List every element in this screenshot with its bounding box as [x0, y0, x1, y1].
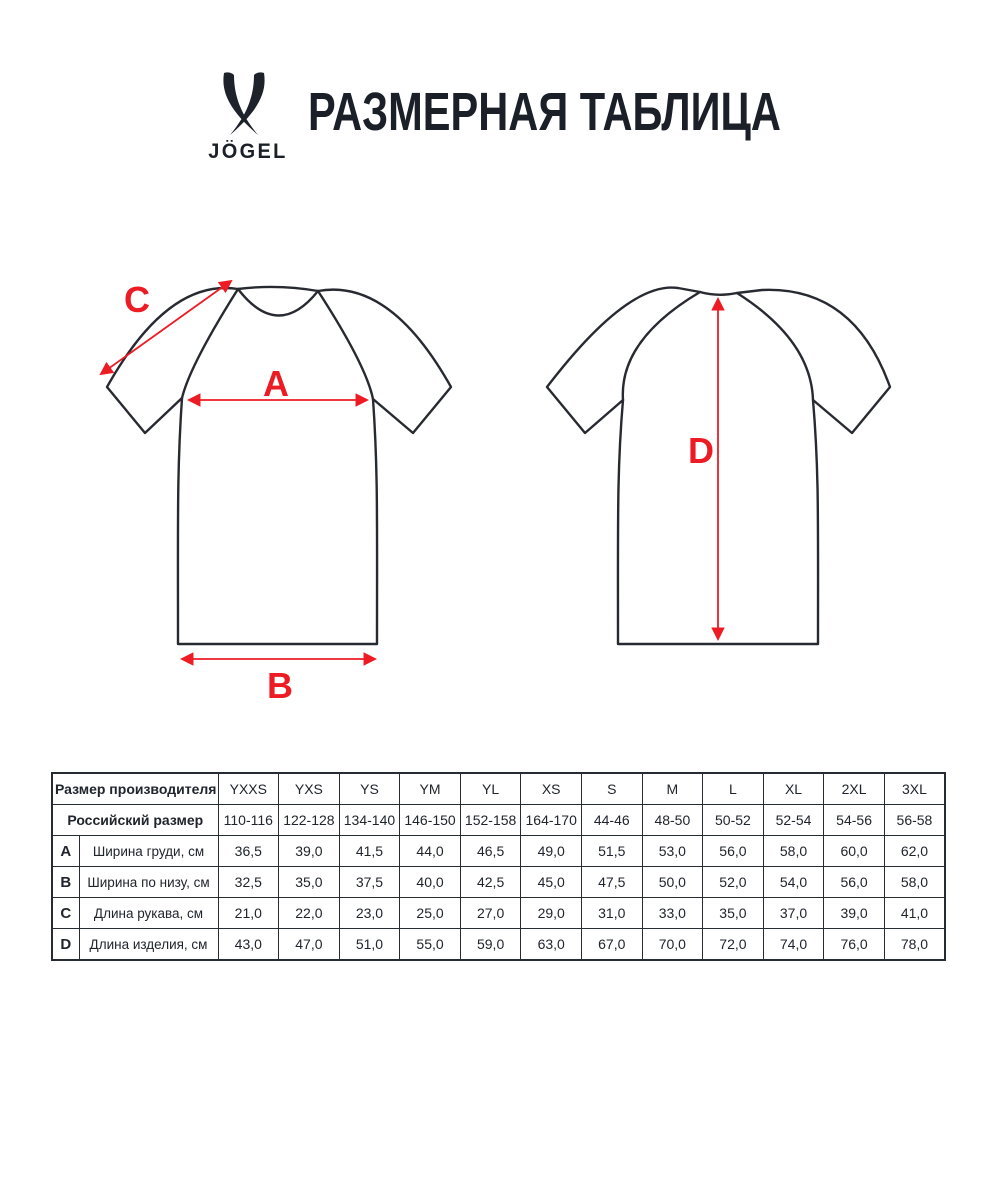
size-code: M [642, 773, 703, 805]
measure-value: 67,0 [581, 929, 642, 961]
size-range: 134-140 [339, 805, 400, 836]
table-row-manufacturer-size [52, 773, 945, 805]
brand-wordmark: JÖGEL [208, 140, 288, 163]
measure-value: 27,0 [460, 898, 521, 929]
measure-value: 43,0 [218, 929, 279, 961]
measure-value: 25,0 [400, 898, 461, 929]
measure-value: 51,0 [339, 929, 400, 961]
size-range: 50-52 [703, 805, 764, 836]
size-code: YS [339, 773, 400, 805]
measure-value: 49,0 [521, 836, 582, 867]
measure-value: 59,0 [460, 929, 521, 961]
measure-value: 76,0 [824, 929, 885, 961]
measure-value: 56,0 [703, 836, 764, 867]
size-range: 48-50 [642, 805, 703, 836]
measure-value: 23,0 [339, 898, 400, 929]
size-code: S [581, 773, 642, 805]
size-range: 54-56 [824, 805, 885, 836]
table-row-sleeve-length [52, 898, 945, 929]
size-range: 110-116 [218, 805, 279, 836]
size-code: XL [763, 773, 824, 805]
measure-value: 31,0 [581, 898, 642, 929]
measure-name: Длина рукава, см [79, 898, 218, 929]
measure-value: 42,5 [460, 867, 521, 898]
table-row-russian-size [52, 805, 945, 836]
measure-value: 50,0 [642, 867, 703, 898]
page-title: РАЗМЕРНАЯ ТАБЛИЦА [308, 82, 781, 142]
size-range: 164-170 [521, 805, 582, 836]
measure-name: Длина изделия, см [79, 929, 218, 961]
measure-value: 56,0 [824, 867, 885, 898]
measure-value: 52,0 [703, 867, 764, 898]
measure-value: 39,0 [824, 898, 885, 929]
size-range: 44-46 [581, 805, 642, 836]
measure-letter: D [52, 929, 79, 961]
measure-value: 74,0 [763, 929, 824, 961]
label-chest-a: A [263, 363, 289, 404]
size-code: YXXS [218, 773, 279, 805]
measure-name: Ширина груди, см [79, 836, 218, 867]
size-code: XS [521, 773, 582, 805]
measure-letter: B [52, 867, 79, 898]
front-shirt-outline [107, 287, 451, 644]
size-range: 56-58 [884, 805, 945, 836]
size-code: YM [400, 773, 461, 805]
measure-value: 55,0 [400, 929, 461, 961]
measure-value: 53,0 [642, 836, 703, 867]
table-row-garment-length [52, 929, 945, 961]
measure-value: 72,0 [703, 929, 764, 961]
measure-value: 40,0 [400, 867, 461, 898]
measure-value: 45,0 [521, 867, 582, 898]
label-length-d: D [688, 430, 714, 471]
measure-value: 63,0 [521, 929, 582, 961]
measure-value: 58,0 [763, 836, 824, 867]
label-sleeve-c: C [124, 279, 150, 320]
measure-value: 46,5 [460, 836, 521, 867]
table-row-chest-width [52, 836, 945, 867]
measure-letter: C [52, 898, 79, 929]
measure-letter: A [52, 836, 79, 867]
measure-value: 41,5 [339, 836, 400, 867]
size-range: 122-128 [279, 805, 340, 836]
measure-value: 78,0 [884, 929, 945, 961]
measure-value: 51,5 [581, 836, 642, 867]
measure-value: 39,0 [279, 836, 340, 867]
size-code: L [703, 773, 764, 805]
measure-value: 37,5 [339, 867, 400, 898]
measure-name: Ширина по низу, см [79, 867, 218, 898]
measure-value: 32,5 [218, 867, 279, 898]
size-table [51, 772, 946, 961]
size-code: YXS [279, 773, 340, 805]
measure-value: 47,0 [279, 929, 340, 961]
measure-value: 22,0 [279, 898, 340, 929]
table-row-hem-width [52, 867, 945, 898]
measure-value: 54,0 [763, 867, 824, 898]
size-code: YL [460, 773, 521, 805]
measure-value: 70,0 [642, 929, 703, 961]
measure-value: 33,0 [642, 898, 703, 929]
measure-value: 44,0 [400, 836, 461, 867]
measure-value: 47,5 [581, 867, 642, 898]
measure-value: 41,0 [884, 898, 945, 929]
size-code: 2XL [824, 773, 885, 805]
row-header: Размер производителя [52, 773, 218, 805]
measure-value: 36,5 [218, 836, 279, 867]
size-code: 3XL [884, 773, 945, 805]
measure-value: 58,0 [884, 867, 945, 898]
measure-value: 21,0 [218, 898, 279, 929]
measure-value: 29,0 [521, 898, 582, 929]
size-range: 52-54 [763, 805, 824, 836]
size-range: 152-158 [460, 805, 521, 836]
label-hem-b: B [267, 665, 293, 706]
measure-value: 62,0 [884, 836, 945, 867]
measure-value: 35,0 [703, 898, 764, 929]
measure-value: 60,0 [824, 836, 885, 867]
measure-value: 37,0 [763, 898, 824, 929]
measure-value: 35,0 [279, 867, 340, 898]
size-range: 146-150 [400, 805, 461, 836]
row-header: Российский размер [52, 805, 218, 836]
